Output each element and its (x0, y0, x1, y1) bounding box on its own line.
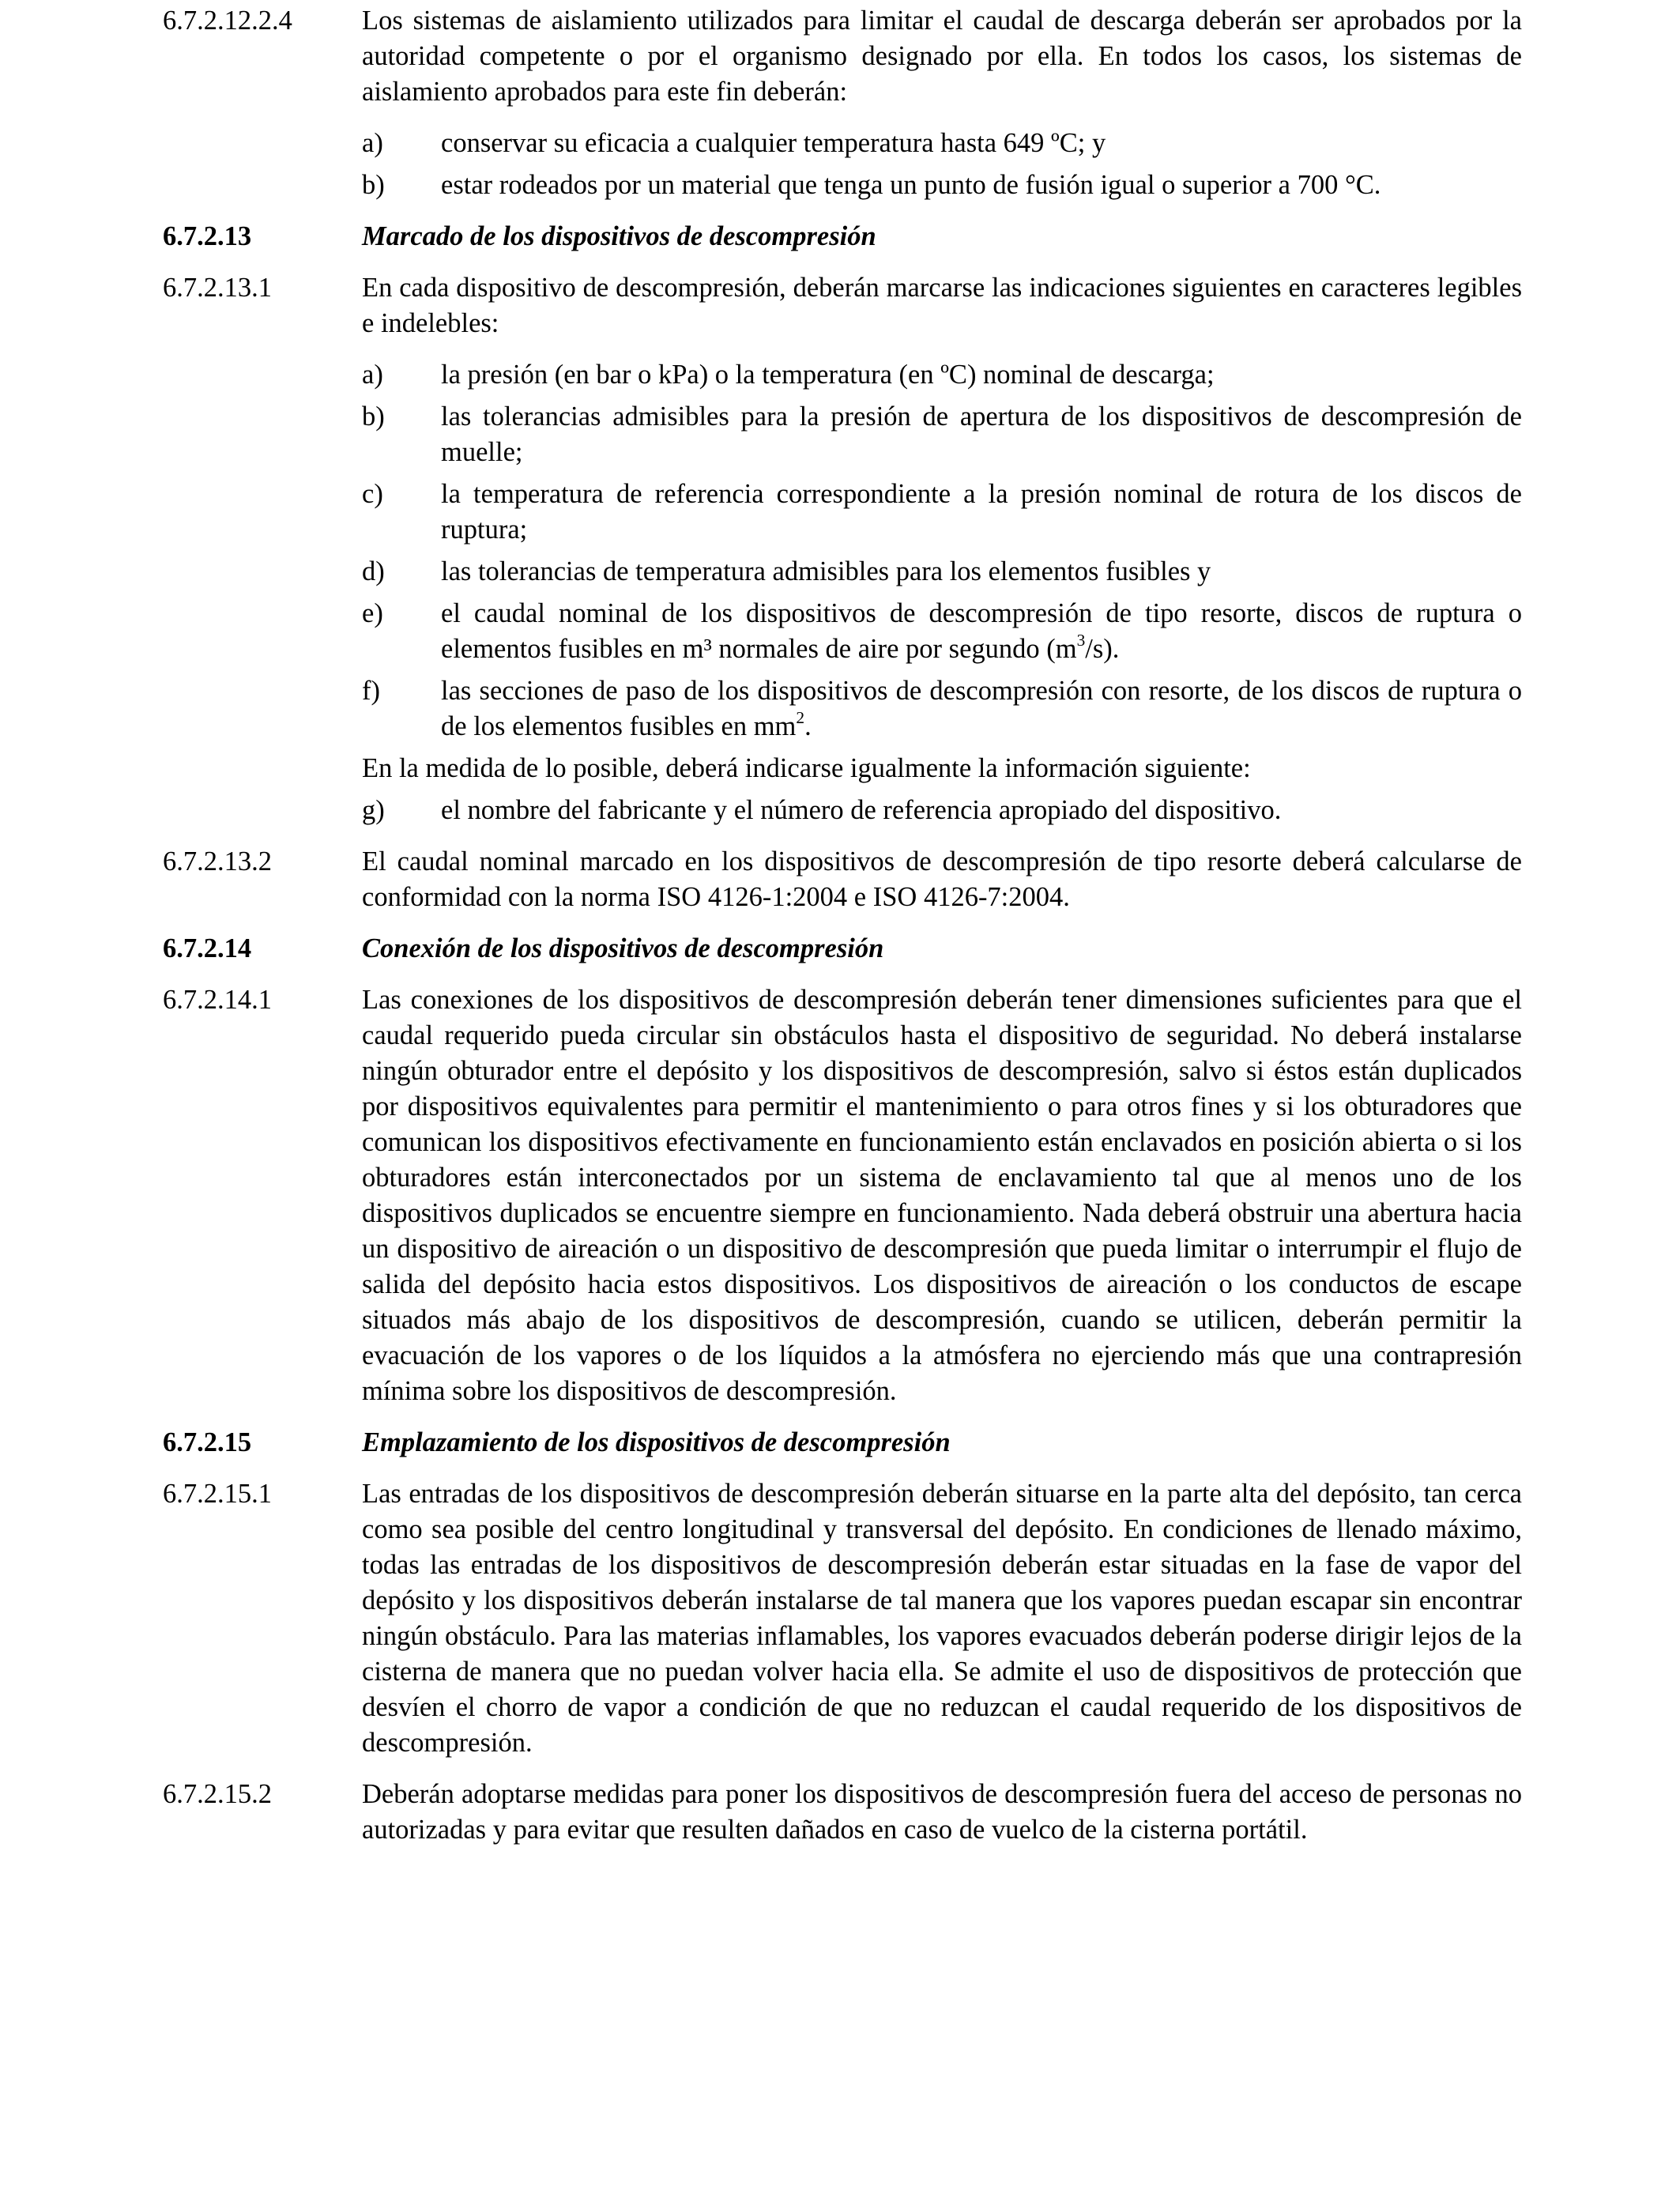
list-text-part: el caudal nominal de los dispositivos de descompresión de tipo resorte, discos de ruptura o elementos fusibles en m³ normales de aire por segundo (m (441, 598, 1522, 664)
list-text-part: . (804, 711, 812, 741)
list-text-part: /s). (1085, 634, 1120, 664)
list-text (441, 596, 1522, 667)
list-marker: b) (362, 170, 385, 200)
section-title: Conexión de los dispositivos de descompresión (362, 933, 884, 963)
paragraph-6-7-2-15-1 (163, 1476, 1522, 1761)
list-marker: a) (362, 360, 383, 390)
list-marker: d) (362, 556, 385, 586)
list-item-a (362, 126, 1522, 161)
list-item-g (362, 793, 1522, 828)
section-title: Marcado de los dispositivos de descompresión (362, 221, 876, 251)
paragraph-number: 6.7.2.15.1 (163, 1479, 272, 1509)
paragraph-6-7-2-12-2-4 (163, 3, 1522, 110)
list-text: las tolerancias admisibles para la presión de apertura de los dispositivos de descompresión de muelle; (441, 401, 1522, 467)
paragraph-text: Las conexiones de los dispositivos de descompresión deberán tener dimensiones suficientes para que el caudal requerido pueda circular sin obstáculos hasta el dispositivo de seguridad. No deberá instalarse ningún obturador entre el depósito y los dispositivos de descompresión, salvo si éstos están duplicados por dispositivos equivalentes para permitir el mantenimiento o para otros fines y si los obturadores que comunican los dispositivos efectivamente en funcionamiento están enclavados en posición abierta o si los obturadores están interconectados por un sistema de enclavamiento tal que al menos uno de los dispositivos duplicados se encuentre siempre en funcionamiento. Nada deberá obstruir una abertura hacia un dispositivo de aireación o un dispositivo de descompresión que pueda limitar o interrumpir el flujo de salida del depósito hacia estos dispositivos. Los dispositivos de aireación o los conductos de escape situados más abajo de los dispositivos de descompresión, cuando se utilicen, deberán permitir la evacuación de los vapores o de los líquidos a la atmósfera no ejerciendo más que una contrapresión mínima sobre los dispositivos de descompresión. (362, 985, 1522, 1406)
list-marker: a) (362, 128, 383, 158)
paragraph-text: Los sistemas de aislamiento utilizados para limitar el caudal de descarga deberán ser aprobados por la autoridad competente o por el organismo designado por ella. En todos los casos, los sistemas de aislamiento aprobados para este fin deberán: (362, 6, 1522, 107)
list-text-part: las secciones de paso de los dispositivos de descompresión con resorte, de los discos de ruptura o de los elementos fusibles en mm (441, 676, 1522, 741)
paragraph-text: Las entradas de los dispositivos de descompresión deberán situarse en la parte alta del depósito, tan cerca como sea posible del centro longitudinal y transversal del depósito. En condiciones de llenado máximo, todas las entradas de los dispositivos de descompresión deberán estar situadas en la fase de vapor del depósito y los dispositivos deberán instalarse de tal manera que los vapores puedan escapar sin encontrar ningún obstáculo. Para las materias inflamables, los vapores evacuados deberán poderse dirigir lejos de la cisterna de manera que no puedan volver hacia ella. Se admite el uso de dispositivos de protección que desvíen el chorro de vapor a condición de que no reduzcan el caudal requerido de los dispositivos de descompresión. (362, 1479, 1522, 1758)
list-item-f (362, 673, 1522, 745)
paragraph-text: En cada dispositivo de descompresión, deberán marcarse las indicaciones siguientes en caracteres legibles e indelebles: (362, 273, 1522, 338)
list-text (441, 673, 1522, 745)
list-item-b (362, 168, 1522, 203)
paragraph-6-7-2-13-2 (163, 844, 1522, 915)
list-marker: c) (362, 479, 383, 509)
paragraph-number: 6.7.2.15.2 (163, 1779, 272, 1809)
list-item-d (362, 554, 1522, 590)
paragraph-text: El caudal nominal marcado en los dispositivos de descompresión de tipo resorte deberá calcularse de conformidad con la norma ISO 4126-1:2004 e ISO 4126-7:2004. (362, 846, 1522, 912)
section-heading-6-7-2-14 (163, 931, 1522, 967)
paragraph-6-7-2-14-1 (163, 982, 1522, 1409)
list-item-b (362, 399, 1522, 470)
superscript: 2 (796, 708, 805, 728)
list-text: la temperatura de referencia correspondiente a la presión nominal de rotura de los discos de ruptura; (441, 479, 1522, 545)
list-item-a (362, 357, 1522, 393)
list-marker: g) (362, 795, 385, 825)
list-marker: b) (362, 401, 385, 432)
paragraph-6-7-2-15-2 (163, 1777, 1522, 1848)
paragraph-text: Deberán adoptarse medidas para poner los dispositivos de descompresión fuera del acceso de personas no autorizadas y para evitar que resulten dañados en caso de vuelco de la cisterna portátil. (362, 1779, 1522, 1845)
section-heading-6-7-2-13 (163, 219, 1522, 254)
section-number: 6.7.2.13 (163, 221, 252, 251)
paragraph-number: 6.7.2.13.2 (163, 846, 272, 876)
section-title: Emplazamiento de los dispositivos de descompresión (362, 1427, 951, 1457)
list-item-c (362, 477, 1522, 548)
additional-info-text: En la medida de lo posible, deberá indicarse igualmente la información siguiente: (362, 753, 1251, 783)
paragraph-number: 6.7.2.14.1 (163, 985, 272, 1015)
section-number: 6.7.2.15 (163, 1427, 252, 1457)
paragraph-number: 6.7.2.13.1 (163, 273, 272, 303)
section-heading-6-7-2-15 (163, 1425, 1522, 1461)
paragraph-number: 6.7.2.12.2.4 (163, 6, 292, 36)
list-text: las tolerancias de temperatura admisibles para los elementos fusibles y (441, 556, 1211, 586)
list-text: conservar su eficacia a cualquier temperatura hasta 649 ºC; y (441, 128, 1106, 158)
list-text: la presión (en bar o kPa) o la temperatura (en ºC) nominal de descarga; (441, 360, 1215, 390)
list-marker: f) (362, 676, 380, 706)
section-number: 6.7.2.14 (163, 933, 252, 963)
list-item-e (362, 596, 1522, 667)
list-text: estar rodeados por un material que tenga un punto de fusión igual o superior a 700 °C. (441, 170, 1381, 200)
list-text: el nombre del fabricante y el número de referencia apropiado del dispositivo. (441, 795, 1282, 825)
paragraph-6-7-2-13-1 (163, 270, 1522, 341)
superscript: 3 (1076, 631, 1086, 650)
document-page (163, 3, 1522, 1848)
list-marker: e) (362, 598, 383, 628)
